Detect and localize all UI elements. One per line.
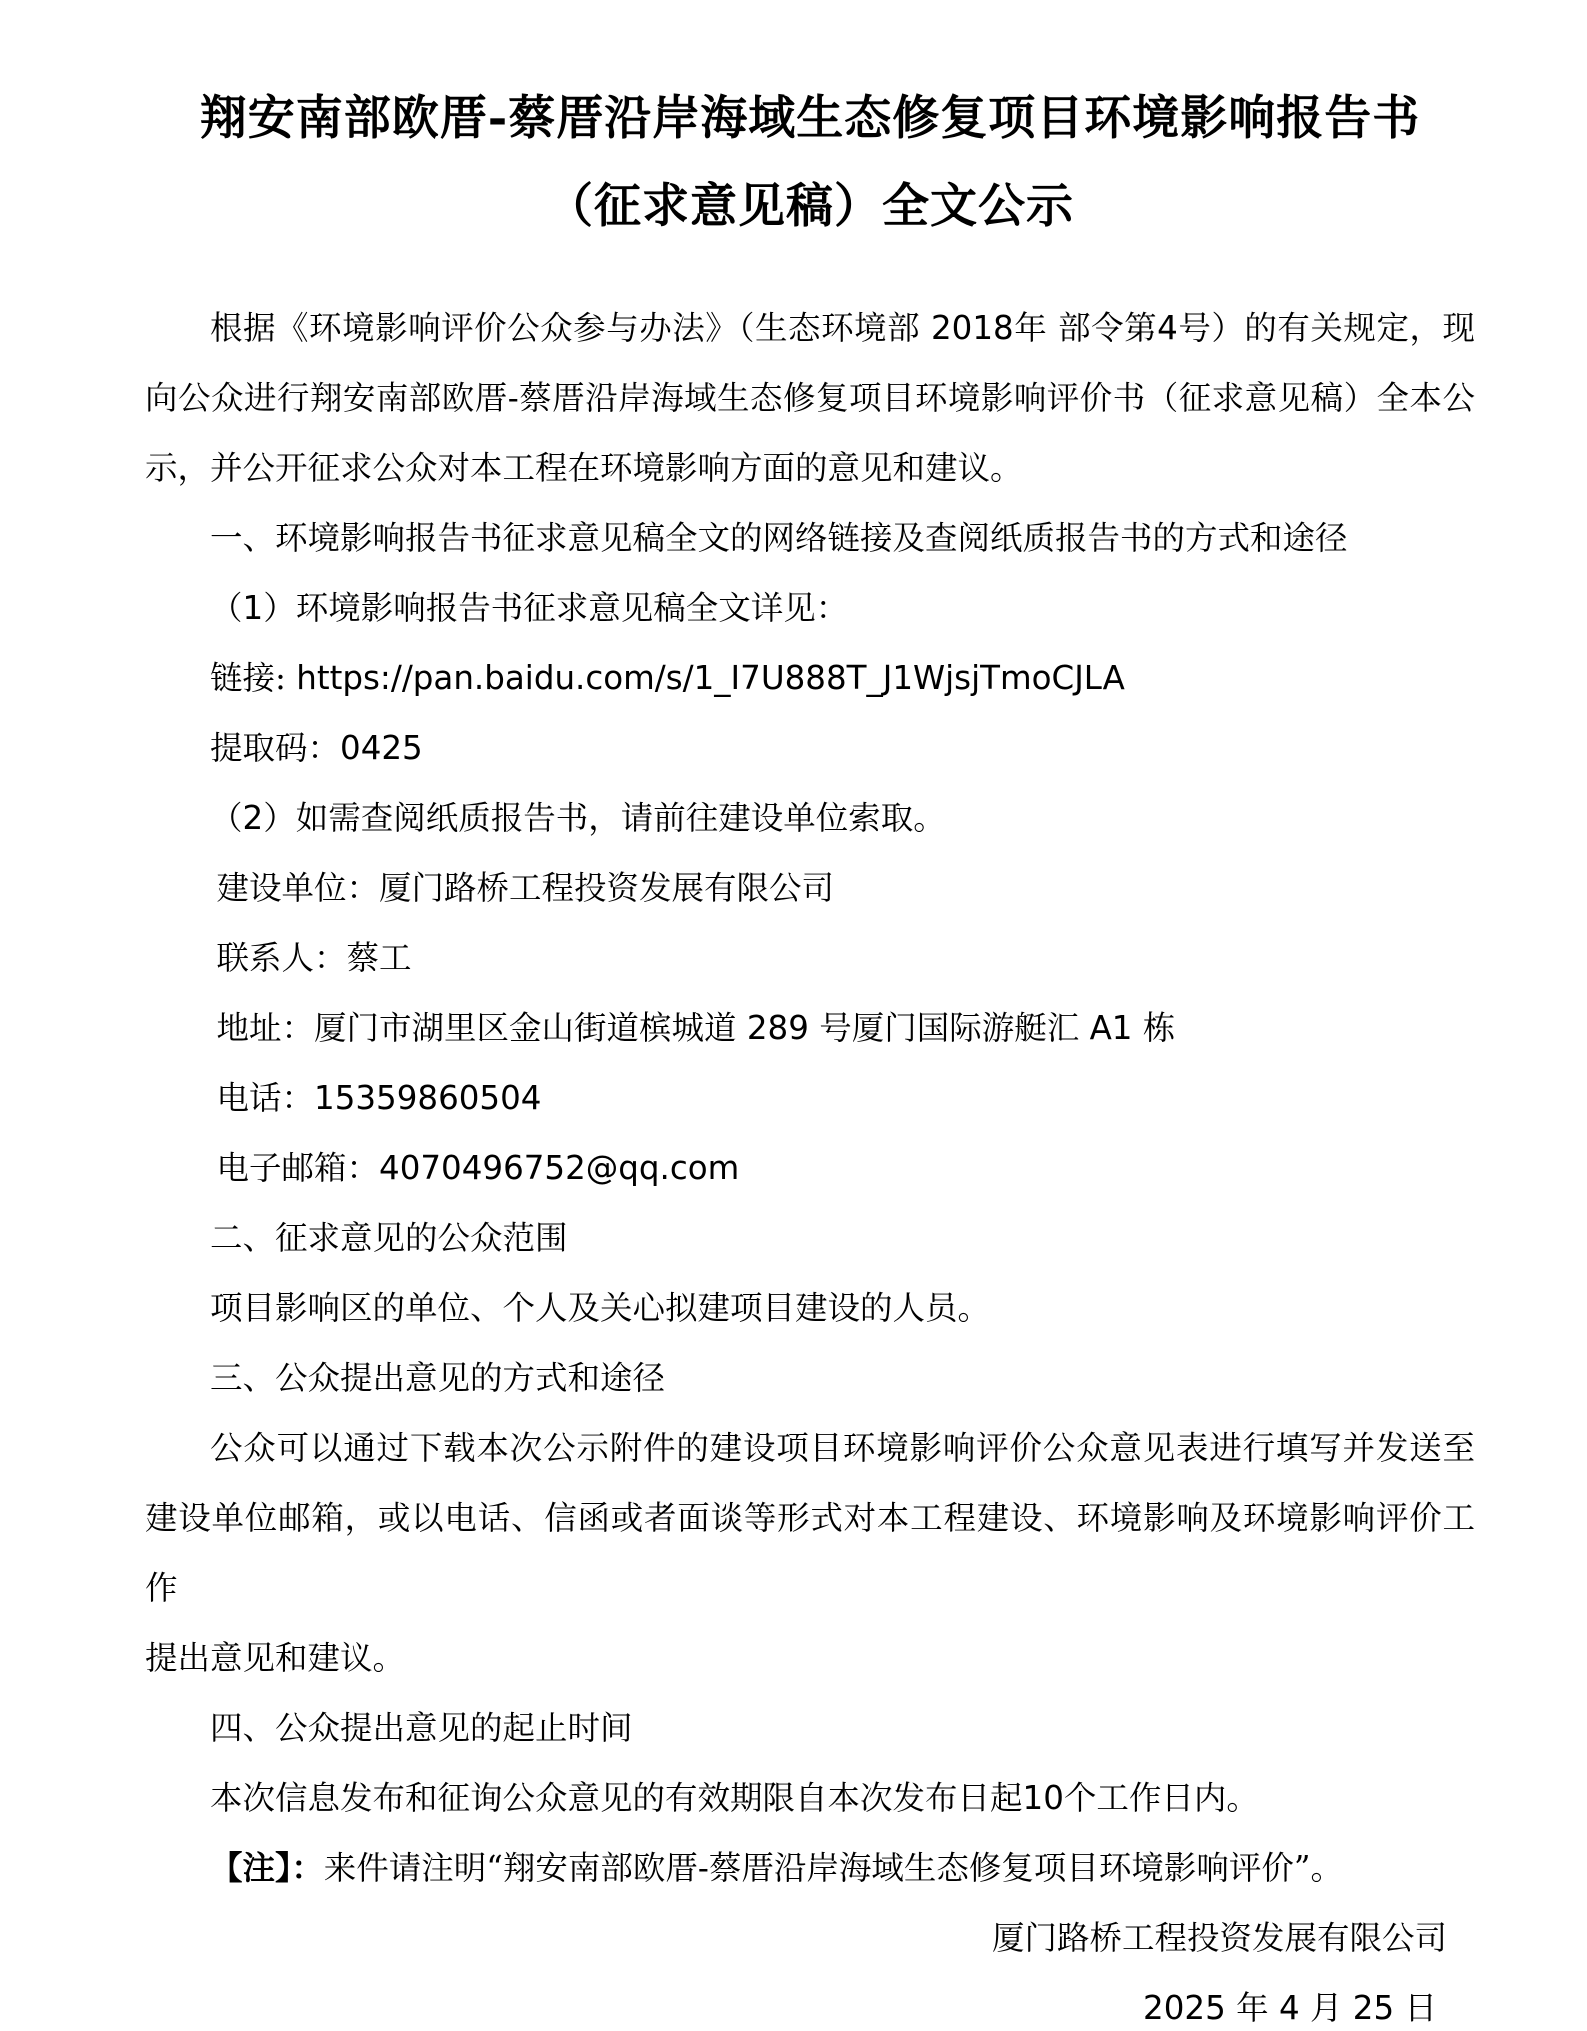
document-title-line-1: 翔安南部欧厝-蔡厝沿岸海域生态修复项目环境影响报告书 (199, 91, 1421, 146)
section-4-heading: 四、公众提出意见的起止时间 (210, 1709, 633, 1747)
text-segment: 年 部令第 (1013, 309, 1158, 347)
text-segment: 链接: (210, 659, 297, 697)
text-segment: 本次信息发布和征询公众意见的有效期限自本次发布日起 (210, 1779, 1023, 1817)
section-3-body-line-1: 公众可以通过下载本次公示附件的建设项目环境影响评价公众意见表进行填写并发送至 (210, 1429, 1475, 1467)
text-segment: A1 (1089, 1009, 1133, 1047)
document-title (145, 75, 1475, 251)
section-3-heading: 三、公众提出意见的方式和途径 (210, 1359, 666, 1397)
text-segment: 年 (1225, 1989, 1279, 2027)
text-segment: ）如需查阅纸质报告书，请前往建设单位索取。 (263, 799, 946, 837)
text-segment: 电话： (216, 1079, 315, 1117)
signature-company: 厦门路桥工程投资发展有限公司 (991, 1919, 1447, 1957)
construction-unit-line: 建设单位：厦门路桥工程投资发展有限公司 (216, 869, 835, 907)
note-line (145, 1833, 1475, 1903)
section-3-body-line-2: 建设单位邮箱，或以电话、信函或者面谈等形式对本工程建设、环境影响及环境影响评价工作 (145, 1499, 1475, 1607)
text-segment: 2 (242, 799, 264, 837)
section-3-body-line-3: 提出意见和建议。 (145, 1639, 406, 1677)
signature-date (145, 1973, 1475, 2031)
text-segment: 1 (242, 589, 264, 627)
text-segment: 提取码： (210, 729, 341, 767)
text-segment: 2025 (1143, 1989, 1226, 2027)
intro-line-1 (145, 293, 1475, 363)
text-segment: 4 (1278, 1989, 1300, 2027)
link-line (145, 643, 1475, 713)
section-1-heading: 一、环境影响报告书征求意见稿全文的网络链接及查阅纸质报告书的方式和途径 (210, 519, 1348, 557)
document-title-line-2: （征求意见稿）全文公示 (546, 179, 1074, 234)
text-segment: 15359860504 (314, 1079, 542, 1117)
text-segment: 地址：厦门市湖里区金山街道槟城道 (216, 1009, 747, 1047)
text-segment: 2018 (930, 309, 1014, 347)
text-segment: 根据《环境影响评价公众参与办法》（生态环境部 (210, 309, 931, 347)
section-1-item-2 (145, 783, 1475, 853)
section-2-body: 项目影响区的单位、个人及关心拟建项目建设的人员。 (210, 1289, 991, 1327)
section-4-body (145, 1763, 1475, 1833)
text-segment: 10 (1022, 1779, 1064, 1817)
extraction-code-line (145, 713, 1475, 783)
text-segment: https://pan.baidu.com/s/1_I7U888T_J1WjsjTmoCJLA (296, 659, 1125, 697)
intro-line-2: 向公众进行翔安南部欧厝-蔡厝沿岸海域生态修复项目环境影响评价书（征求意见稿）全本公 (145, 379, 1475, 417)
text-segment: 日 (1394, 1989, 1437, 2027)
section-1-item-1 (145, 573, 1475, 643)
document-body (145, 293, 1475, 2031)
section-2-heading: 二、征求意见的公众范围 (210, 1219, 568, 1257)
text-segment: 25 (1352, 1989, 1395, 2027)
text-segment: ）环境影响报告书征求意见稿全文详见： (263, 589, 849, 627)
text-segment: 号厦门国际游艇汇 (808, 1009, 1090, 1047)
text-segment: 【注】： (210, 1848, 324, 1887)
address-line (145, 993, 1475, 1063)
contact-person-line: 联系人：蔡工 (216, 939, 412, 977)
intro-line-3: 示，并公开征求公众对本工程在环境影响方面的意见和建议。 (145, 449, 1023, 487)
text-segment: 栋 (1132, 1009, 1176, 1047)
email-line (145, 1133, 1475, 1203)
text-segment: 号）的有关规定，现 (1177, 309, 1475, 347)
text-segment: 电子邮箱： (216, 1149, 380, 1187)
text-segment: 4070496752@qq.com (379, 1149, 740, 1187)
phone-line (145, 1063, 1475, 1133)
text-segment: 来件请注明“翔安南部欧厝-蔡厝沿岸海域生态修复项目环境影响评价”。 (323, 1849, 1343, 1887)
text-segment: （ (210, 589, 243, 627)
text-segment: 个工作日内。 (1063, 1779, 1259, 1817)
text-segment: （ (210, 799, 243, 837)
text-segment: 月 (1299, 1989, 1353, 2027)
text-segment: 289 (746, 1009, 809, 1047)
text-segment: 4 (1157, 309, 1178, 347)
text-segment: 0425 (340, 729, 423, 767)
